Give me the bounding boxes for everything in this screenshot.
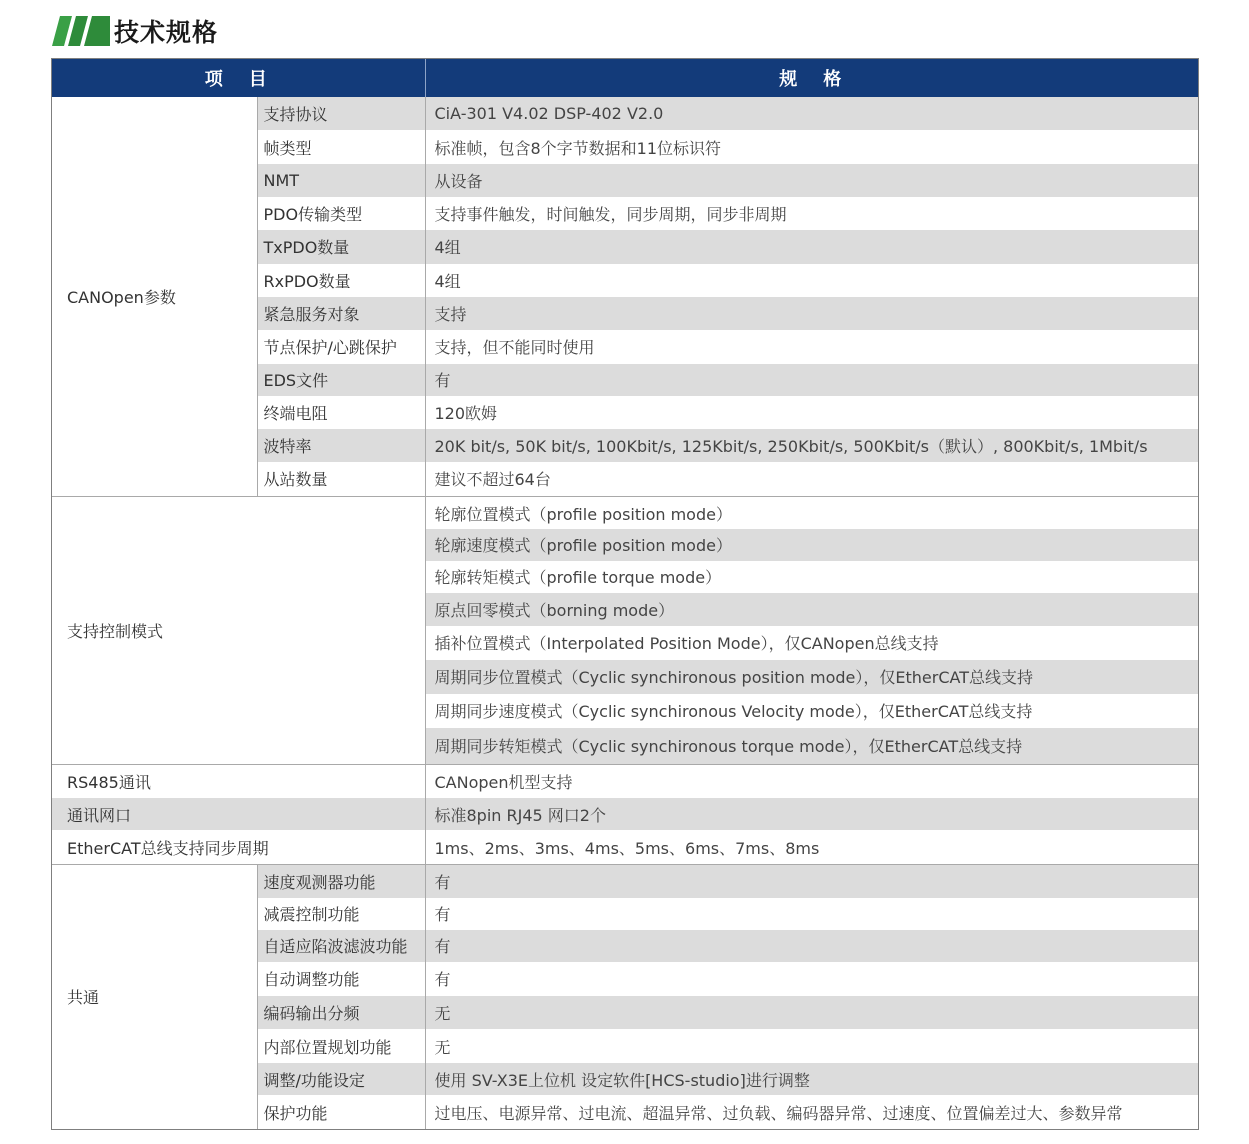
row-value: 插补位置模式（Interpolated Position Mode），仅CANopen总线支持 (425, 626, 1199, 660)
header-item: 项 目 (51, 58, 425, 97)
spec-table (51, 58, 1199, 1130)
table-row (51, 496, 1199, 529)
row-value: 1ms、2ms、3ms、4ms、5ms、6ms、7ms、8ms (425, 830, 1199, 864)
group-control-modes: 支持控制模式 (51, 496, 425, 764)
row-label: EDS文件 (257, 364, 425, 396)
row-label: NMT (257, 164, 425, 197)
section-title (52, 14, 218, 48)
row-value: 有 (425, 898, 1199, 930)
row-value: 有 (425, 864, 1199, 897)
row-value: 建议不超过64台 (425, 462, 1199, 496)
table-row (51, 864, 1199, 897)
header-spec: 规 格 (425, 58, 1199, 97)
row-label: 波特率 (257, 429, 425, 462)
row-value: 轮廓速度模式（profile position mode） (425, 529, 1199, 560)
row-value: 120欧姆 (425, 396, 1199, 429)
row-value: 无 (425, 1029, 1199, 1063)
row-label: TxPDO数量 (257, 230, 425, 263)
table-row (51, 764, 1199, 798)
row-value: 原点回零模式（borning mode） (425, 593, 1199, 626)
row-label: PDO传输类型 (257, 197, 425, 230)
row-label: 帧类型 (257, 130, 425, 164)
row-label: 节点保护/心跳保护 (257, 330, 425, 364)
row-value: 从设备 (425, 164, 1199, 197)
row-value: 有 (425, 962, 1199, 996)
row-value: 有 (425, 930, 1199, 962)
row-value: 4组 (425, 264, 1199, 297)
row-label: 支持协议 (257, 97, 425, 130)
row-value: 支持，但不能同时使用 (425, 330, 1199, 364)
group-canopen: CANOpen参数 (51, 97, 257, 496)
row-value: 轮廓位置模式（profile position mode） (425, 496, 1199, 529)
row-label: 从站数量 (257, 462, 425, 496)
row-label: 编码输出分频 (257, 996, 425, 1029)
row-label: RS485通讯 (51, 764, 425, 798)
row-label: 通讯网口 (51, 798, 425, 830)
row-value: 周期同步转矩模式（Cyclic synchironous torque mode），仅EtherCAT总线支持 (425, 728, 1199, 764)
row-label: 保护功能 (257, 1095, 425, 1129)
row-label: RxPDO数量 (257, 264, 425, 297)
row-value: 轮廓转矩模式（profile torque mode） (425, 561, 1199, 593)
row-value: 支持 (425, 297, 1199, 330)
table-row (51, 97, 1199, 130)
row-label: 调整/功能设定 (257, 1063, 425, 1095)
row-label: 减震控制功能 (257, 898, 425, 930)
row-value: 标准帧，包含8个字节数据和11位标识符 (425, 130, 1199, 164)
row-value: 有 (425, 364, 1199, 396)
table-row (51, 830, 1199, 864)
row-label: 内部位置规划功能 (257, 1029, 425, 1063)
table-header (51, 58, 1199, 97)
row-label: EtherCAT总线支持同步周期 (51, 830, 425, 864)
row-value: 周期同步位置模式（Cyclic synchironous position mode），仅EtherCAT总线支持 (425, 660, 1199, 694)
group-common: 共通 (51, 864, 257, 1129)
stripes-logo-icon (52, 16, 110, 46)
row-value: 无 (425, 996, 1199, 1029)
row-value: 支持事件触发，时间触发，同步周期，同步非周期 (425, 197, 1199, 230)
row-label: 终端电阻 (257, 396, 425, 429)
row-value: 周期同步速度模式（Cyclic synchironous Velocity mode），仅EtherCAT总线支持 (425, 694, 1199, 728)
row-value: 标准8pin RJ45 网口2个 (425, 798, 1199, 830)
row-label: 紧急服务对象 (257, 297, 425, 330)
row-label: 自动调整功能 (257, 962, 425, 996)
row-value: CiA-301 V4.02 DSP-402 V2.0 (425, 97, 1199, 130)
row-label: 自适应陷波滤波功能 (257, 930, 425, 962)
row-value: 过电压、电源异常、过电流、超温异常、过负载、编码器异常、过速度、位置偏差过大、参数异常 (425, 1095, 1199, 1129)
row-value: 使用 SV-X3E上位机 设定软件[HCS-studio]进行调整 (425, 1063, 1199, 1095)
row-label: 速度观测器功能 (257, 864, 425, 897)
page-title: 技术规格 (114, 18, 219, 47)
row-value: CANopen机型支持 (425, 764, 1199, 798)
row-value: 20K bit/s, 50K bit/s, 100Kbit/s, 125Kbit/s, 250Kbit/s, 500Kbit/s（默认）, 800Kbit/s, 1Mbit/s (425, 429, 1199, 462)
row-value: 4组 (425, 230, 1199, 263)
table-row (51, 798, 1199, 830)
